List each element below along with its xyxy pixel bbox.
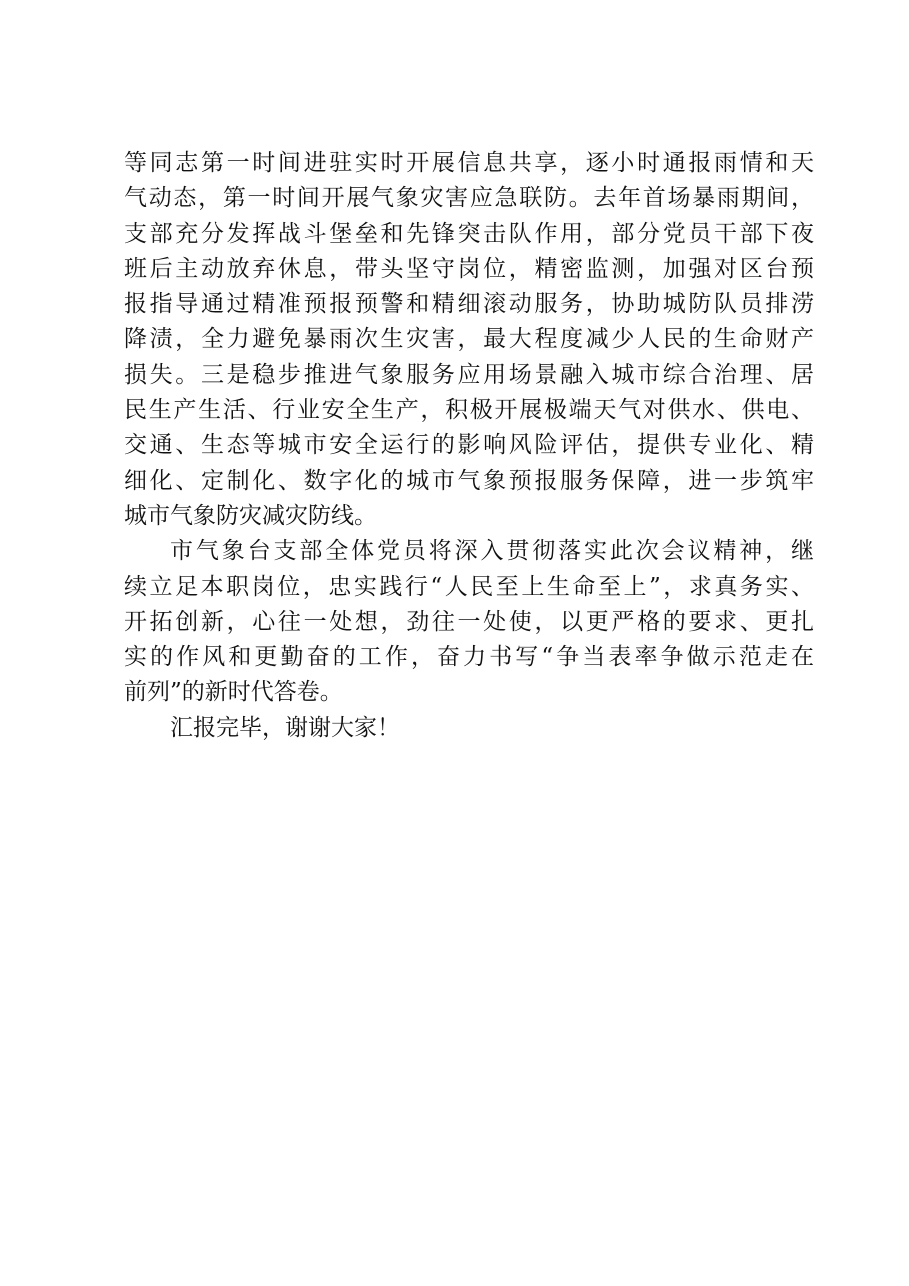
text-line: 城市气象防灾减灾防线。	[124, 502, 377, 529]
paragraph-first-line: 市气象台支部全体党员将深入贯彻落实此次会议精神，继	[170, 538, 814, 565]
text-line: 民生产生活、行业安全生产，积极开展极端天气对供水、供电、	[124, 397, 814, 424]
text-line: 支部充分发挥战斗堡垒和先锋突击队作用，部分党员干部下夜	[124, 220, 814, 247]
text-line: 班后主动放弃休息，带头坚守岗位，精密监测，加强对区台预	[124, 255, 814, 282]
text-line: 开拓创新，心往一处想，劲往一处使，以更严格的要求、更扎	[124, 608, 814, 635]
text-line: 细化、定制化、数字化的城市气象预报服务保障，进一步筑牢	[124, 467, 814, 494]
text-line: 降渍，全力避免暴雨次生灾害，最大程度减少人民的生命财产	[124, 326, 814, 353]
text-line: 气动态，第一时间开展气象灾害应急联防。去年首场暴雨期间，	[124, 185, 814, 212]
text-line: 交通、生态等城市安全运行的影响风险评估，提供专业化、精	[124, 432, 814, 459]
text-line: 报指导通过精准预报预警和精细滚动服务，协助城防队员排涝	[124, 291, 814, 318]
text-line: 实的作风和更勤奋的工作，奋力书写“争当表率争做示范走在	[124, 644, 814, 671]
text-line: 续立足本职岗位，忠实践行“人民至上生命至上”，求真务实、	[124, 573, 814, 600]
text-line: 等同志第一时间进驻实时开展信息共享，逐小时通报雨情和天	[124, 150, 814, 176]
closing-line: 汇报完毕，谢谢大家！	[170, 714, 400, 741]
body-text	[124, 146, 814, 746]
text-line: 损失。三是稳步推进气象服务应用场景融入城市综合治理、居	[124, 361, 814, 388]
text-line: 前列”的新时代答卷。	[124, 679, 343, 706]
